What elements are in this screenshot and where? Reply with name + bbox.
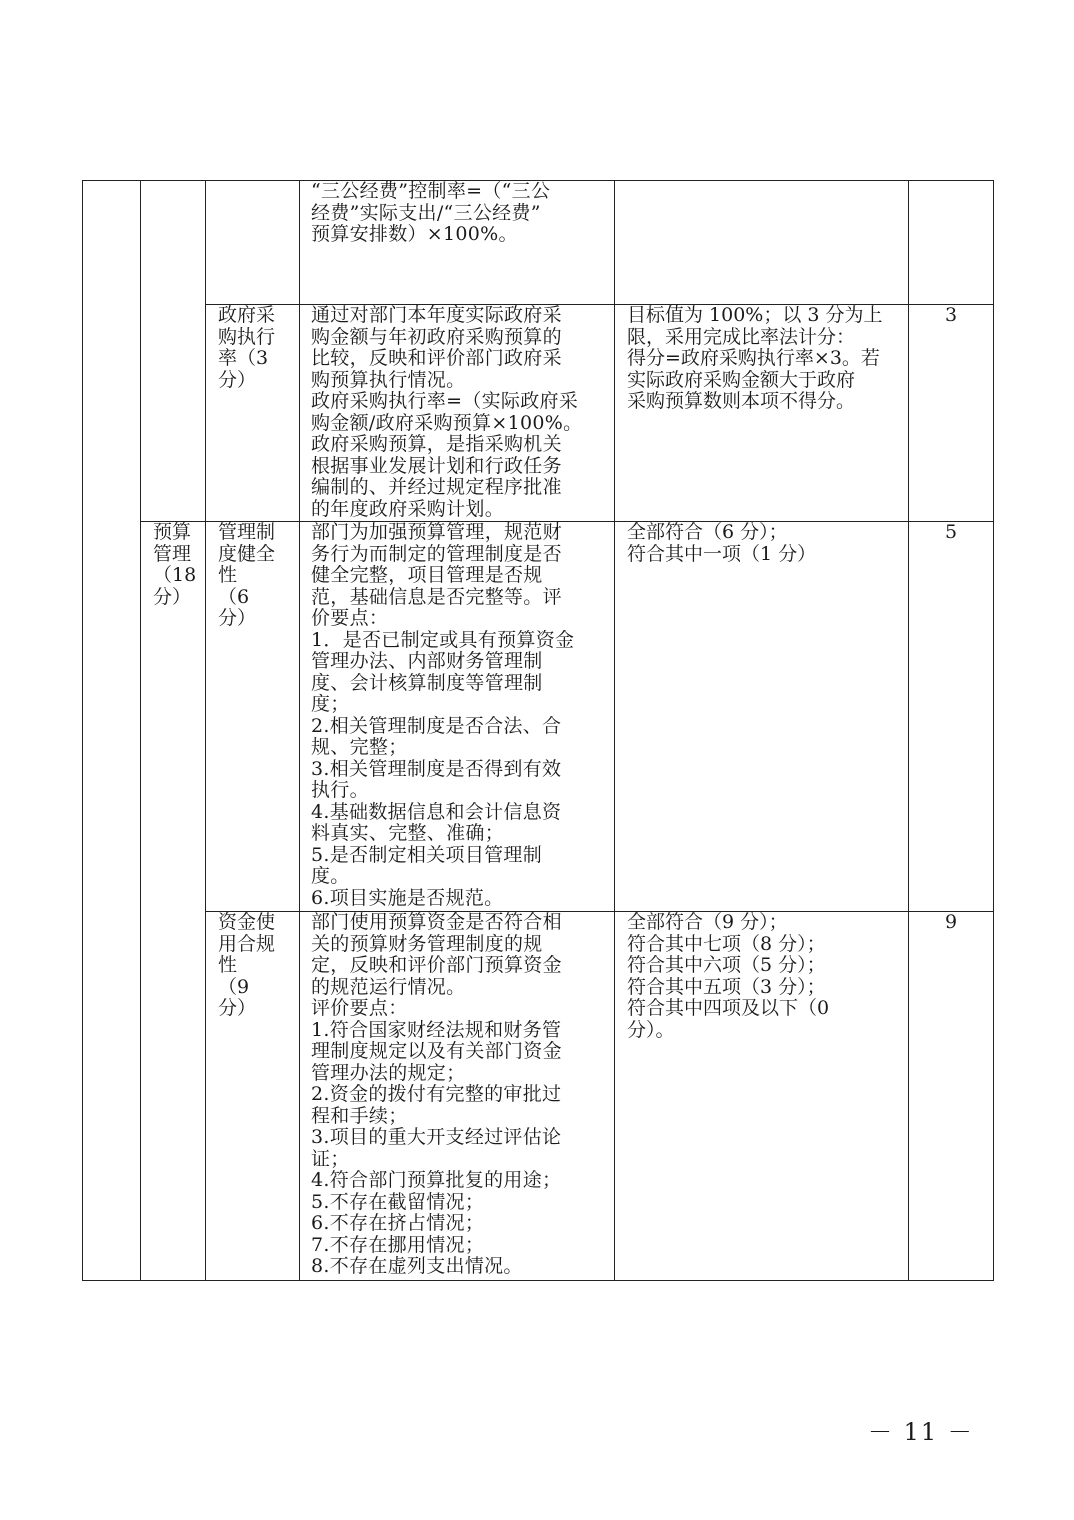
- gov-procurement-score: 3: [944, 304, 958, 326]
- scoring-standard-cell: [615, 305, 909, 522]
- table-row-three-public-funds: [83, 181, 994, 305]
- fund-compliance-description: 部门使用预算资金是否符合相 关的预算财务管理制度的规 定，反映和评价部门预算资金 的规范运行情况。 评价要点： 1.符合国家财经法规和财务管 理制度规定以及有关部门资金 管理办法的规定； 2.资金的拨付有完整的审批过 程和手续； 3.项目的重大开支经过评估论 证； 4.符合部门预算批复的用途； 5.不存在截留情况； 6.不存在挤占情况； 7.不存在挪用情况； 8.不存在虚列支出情况。: [311, 911, 562, 1277]
- fund-compliance-score: 9: [944, 911, 958, 933]
- budget-management-category-cell: [141, 522, 206, 1281]
- gov-procurement-standard: 目标值为 100%；以 3 分为上 限，采用完成比率法计分： 得分=政府采购执行率×3。若 实际政府采购金额大于政府 采购预算数则本项不得分。: [627, 304, 883, 412]
- scoring-standard-cell: [615, 181, 909, 305]
- scoring-standard-cell: [615, 522, 909, 912]
- indicator-description-cell: [300, 522, 615, 912]
- indicator-description-cell: [300, 912, 615, 1281]
- system-soundness-description: 部门为加强预算管理，规范财 务行为而制定的管理制度是否 健全完整，项目管理是否规 范，基础信息是否完整等。评 价要点： 1．是否已制定或具有预算资金 管理办法、内部财务管理制 度、会计核算制度等管理制 度； 2.相关管理制度是否合法、合 规、完整； 3.相关管理制度是否得到有效 执行。 4.基础数据信息和会计信息资 料真实、完整、准确； 5.是否制定相关项目管理制 度。 6.项目实施是否规范。: [311, 521, 575, 909]
- indicator-description-cell: [300, 181, 615, 305]
- table-row-gov-procurement: [83, 305, 994, 522]
- score-cell: [909, 912, 994, 1281]
- fund-compliance-standard: 全部符合（9 分）； 符合其中七项（8 分）； 符合其中六项（5 分）； 符合其中五项（3 分）； 符合其中四项及以下（0 分）。: [627, 911, 830, 1041]
- scoring-standard-cell: [615, 912, 909, 1281]
- score-cell: [909, 181, 994, 305]
- third-level-indicator-cell: [206, 912, 300, 1281]
- third-level-indicator-cell: [206, 522, 300, 912]
- system-soundness-score: 5: [944, 521, 958, 543]
- first-level-indicator-cell: [83, 181, 141, 1281]
- three-public-funds-description: “三公经费”控制率=（“三公 经费”实际支出/“三公经费” 预算安排数）×100%。: [311, 180, 551, 245]
- gov-procurement-indicator: 政府采 购执行 率（3 分）: [218, 304, 276, 391]
- table-row-fund-compliance: [83, 912, 994, 1281]
- evaluation-table: [82, 180, 994, 1281]
- page-number: － 11 －: [868, 1418, 974, 1446]
- budget-management-category: 预算 管理 （18 分）: [153, 521, 197, 608]
- system-soundness-indicator: 管理制 度健全 性 （6 分）: [218, 521, 276, 629]
- score-cell: [909, 522, 994, 912]
- table-row-system-soundness: [83, 522, 994, 912]
- system-soundness-standard: 全部符合（6 分）； 符合其中一项（1 分）: [627, 521, 817, 565]
- fund-compliance-indicator: 资金使 用合规 性 （9 分）: [218, 911, 276, 1019]
- indicator-description-cell: [300, 305, 615, 522]
- gov-procurement-description: 通过对部门本年度实际政府采 购金额与年初政府采购预算的 比较，反映和评价部门政府采 购预算执行情况。 政府采购执行率=（实际政府采 购金额/政府采购预算×100%。 政府采购预算，是指采购机关 根据事业发展计划和行政任务 编制的、并经过规定程序批准 的年度政府采购计划。: [311, 304, 583, 520]
- third-level-indicator-cell: [206, 181, 300, 305]
- score-cell: [909, 305, 994, 522]
- third-level-indicator-cell: [206, 305, 300, 522]
- second-level-indicator-cell: [141, 181, 206, 522]
